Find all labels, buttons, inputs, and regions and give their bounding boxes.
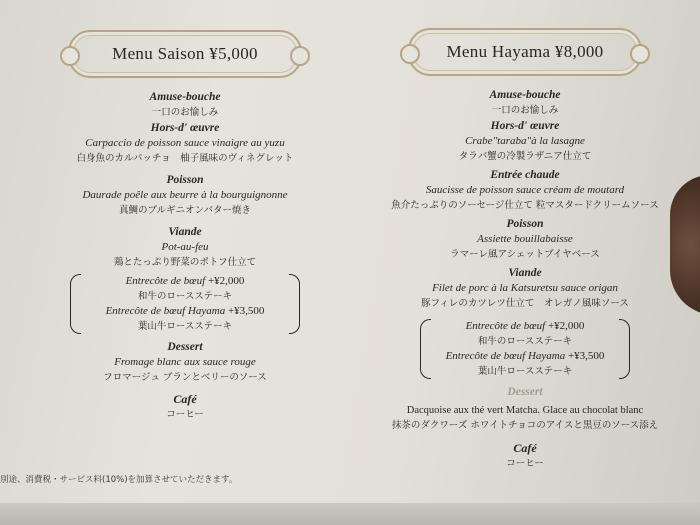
dessert-fr: Fromage blanc aux sauce rouge bbox=[114, 356, 256, 368]
entrecote-option-2-price: +¥3,500 bbox=[567, 350, 605, 362]
section-hors-doeuvre: Hors-d' œuvre bbox=[150, 122, 220, 134]
hors-doeuvre-fr: Crabe"taraba"à la lasagne bbox=[465, 135, 585, 147]
poisson-fr: Daurade poêle aux beurre à la bourguignonne bbox=[82, 189, 288, 201]
menu-title-frame bbox=[408, 28, 642, 76]
table-surface bbox=[0, 503, 700, 525]
poisson-jp: 真鯛のブルギニオンバター焼き bbox=[119, 205, 251, 216]
menu-title-frame bbox=[68, 30, 302, 78]
hors-doeuvre-jp: 白身魚のカルパッチョ 柚子風味のヴィネグレット bbox=[76, 153, 294, 164]
section-poisson: Poisson bbox=[166, 174, 204, 186]
section-viande: Viande bbox=[168, 226, 202, 238]
section-dessert: Dessert bbox=[507, 386, 543, 398]
amuse-bouche-jp: 一口のお愉しみ bbox=[491, 105, 559, 116]
section-poisson: Poisson bbox=[506, 218, 544, 230]
entrecote-option-2-jp: 葉山牛ロースステーキ bbox=[477, 366, 573, 377]
entrecote-option-2-price: +¥3,500 bbox=[227, 305, 265, 317]
menu-hayama bbox=[360, 0, 690, 471]
section-entree-chaude: Entrée chaude bbox=[490, 169, 560, 181]
cafe-jp: コーヒー bbox=[506, 458, 544, 469]
entrecote-option-1-price: +¥2,000 bbox=[547, 320, 585, 332]
entrecote-option-1-price: +¥2,000 bbox=[207, 275, 245, 287]
section-amuse-bouche: Amuse-bouche bbox=[149, 91, 221, 103]
poisson-jp: ラマーレ風アシェットブイヤベース bbox=[450, 249, 600, 260]
poisson-fr: Assiette bouillabaisse bbox=[477, 233, 573, 245]
entrecote-option-1-jp: 和牛のロースステーキ bbox=[137, 291, 233, 302]
entrecote-option-1-jp: 和牛のロースステーキ bbox=[477, 336, 573, 347]
menu-saison bbox=[20, 0, 350, 422]
entrecote-option-1-name: Entrecôte de bœuf bbox=[125, 275, 206, 287]
viande-fr: Filet de porc à la Katsuretsu sauce origan bbox=[432, 282, 618, 294]
viande-jp: 鶏とたっぷり野菜のポトフ仕立て bbox=[113, 257, 257, 268]
section-cafe: Café bbox=[173, 392, 197, 406]
amuse-bouche-jp: 一口のお愉しみ bbox=[151, 107, 219, 118]
section-dessert: Dessert bbox=[167, 341, 203, 353]
hors-doeuvre-fr: Carpaccio de poisson sauce vinaigre au yuzu bbox=[85, 137, 285, 149]
section-viande: Viande bbox=[508, 267, 542, 279]
section-amuse-bouche: Amuse-bouche bbox=[489, 89, 561, 101]
viande-jp: 豚フィレのカツレツ仕立て オレガノ風味ソース bbox=[421, 298, 629, 309]
dessert-jp: 抹茶のダクワーズ ホワイトチョコのアイスと黒豆のソース添え bbox=[391, 420, 659, 431]
viande-fr: Pot-au-feu bbox=[161, 241, 209, 253]
menu-title: Menu Saison ¥5,000 bbox=[112, 44, 258, 63]
entrecote-option-2-name: Entrecôte de bœuf Hayama bbox=[105, 305, 226, 317]
entrecote-option-2-jp: 葉山牛ロースステーキ bbox=[137, 321, 233, 332]
section-cafe: Café bbox=[513, 441, 537, 455]
dessert-fr: Dacquoise aux thé vert Matcha. Glace au chocolat blanc bbox=[406, 405, 644, 416]
entree-chaude-jp: 魚介たっぷりのソーセージ仕立て 粒マスタードクリームソース bbox=[391, 200, 659, 211]
section-hors-doeuvre: Hors-d' œuvre bbox=[490, 120, 560, 132]
entrecote-options bbox=[70, 274, 300, 334]
footnote: 別途、消費税・サービス料(10%)を加算させていただきます。 bbox=[0, 475, 238, 485]
cafe-jp: コーヒー bbox=[166, 409, 204, 420]
dessert-jp: フロマージュ ブランとベリーのソース bbox=[103, 372, 267, 383]
entrecote-option-1 bbox=[420, 319, 630, 334]
entrecote-option-2-name: Entrecôte de bœuf Hayama bbox=[445, 350, 566, 362]
entrecote-options bbox=[420, 319, 630, 379]
entrecote-option-1-name: Entrecôte de bœuf bbox=[465, 320, 546, 332]
entree-chaude-fr: Saucisse de poisson sauce créam de moutard bbox=[425, 184, 625, 196]
menu-title: Menu Hayama ¥8,000 bbox=[446, 42, 604, 61]
entrecote-option-1 bbox=[70, 274, 300, 289]
entrecote-option-2 bbox=[420, 349, 630, 364]
entrecote-option-2 bbox=[70, 304, 300, 319]
hors-doeuvre-jp: タラバ蟹の冷製ラザニア仕立て bbox=[458, 151, 592, 162]
